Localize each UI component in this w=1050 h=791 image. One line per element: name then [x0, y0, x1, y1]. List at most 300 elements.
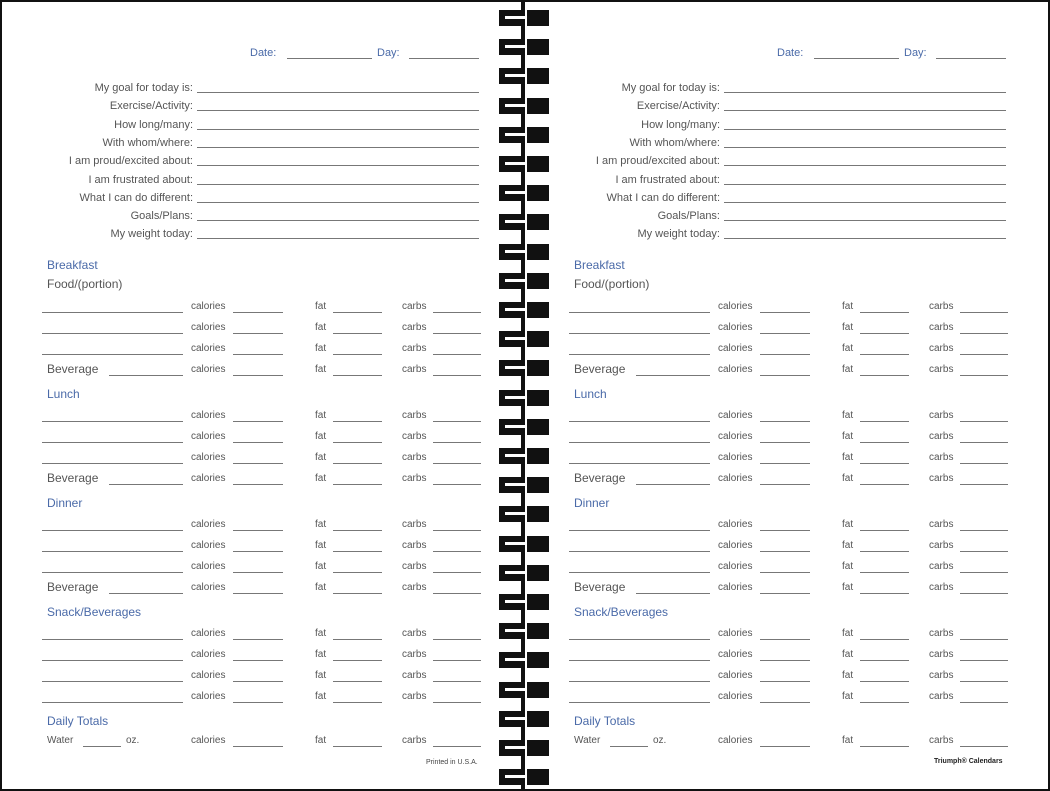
calories-label: calories [718, 473, 753, 484]
carbs-label: carbs [929, 322, 954, 333]
prompt-label: I am proud/excited about: [68, 155, 193, 168]
fat-line[interactable] [333, 551, 382, 552]
food-line[interactable] [42, 639, 183, 640]
prompt-label: My weight today: [637, 228, 720, 241]
calories-line[interactable] [760, 354, 810, 355]
prompt-label: How long/many: [641, 118, 720, 131]
beverage-line[interactable] [109, 375, 183, 376]
day-line[interactable] [409, 58, 479, 59]
calories-label: calories [191, 628, 226, 639]
fat-line[interactable] [860, 639, 909, 640]
carbs-line[interactable] [960, 354, 1008, 355]
prompt-label: My weight today: [110, 228, 193, 241]
prompt-label: I am frustrated about: [615, 173, 720, 186]
beverage-line[interactable] [636, 484, 710, 485]
water-label: Water [574, 735, 601, 746]
fat-label: fat [315, 322, 327, 333]
breakfast-heading: Breakfast [47, 258, 98, 272]
calories-line[interactable] [760, 660, 810, 661]
fat-label: fat [315, 431, 327, 442]
carbs-line[interactable] [433, 639, 481, 640]
date-line[interactable] [287, 58, 372, 59]
calories-label: calories [191, 452, 226, 463]
prompt-label: Goals/Plans: [130, 210, 193, 223]
beverage-line[interactable] [109, 484, 183, 485]
fat-line[interactable] [860, 333, 909, 334]
food-line[interactable] [42, 354, 183, 355]
carbs-label: carbs [402, 322, 427, 333]
calories-label: calories [718, 540, 753, 551]
prompt-line[interactable] [724, 238, 1006, 239]
carbs-line[interactable] [960, 484, 1008, 485]
calories-line[interactable] [233, 572, 283, 573]
calories-label: calories [191, 473, 226, 484]
fat-label: fat [842, 473, 854, 484]
snack-heading: Snack/Beverages [574, 605, 669, 619]
food-line[interactable] [569, 312, 710, 313]
food-line[interactable] [42, 702, 183, 703]
calories-line[interactable] [233, 551, 283, 552]
fat-label: fat [315, 670, 327, 681]
carbs-line[interactable] [433, 702, 481, 703]
fat-line[interactable] [333, 333, 382, 334]
prompt-line[interactable] [724, 110, 1006, 111]
carbs-line[interactable] [960, 660, 1008, 661]
food-line[interactable] [42, 551, 183, 552]
calories-label: calories [718, 410, 753, 421]
calories-line[interactable] [760, 375, 810, 376]
prompt-label: My goal for today is: [94, 82, 193, 94]
fat-line[interactable] [333, 375, 382, 376]
food-line[interactable] [569, 333, 710, 334]
fat-line[interactable] [333, 312, 382, 313]
carbs-label: carbs [929, 343, 954, 354]
prompt-label: Goals/Plans: [657, 210, 720, 223]
beverage-label: Beverage [574, 471, 626, 485]
calories-line[interactable] [233, 463, 283, 464]
food-line[interactable] [569, 421, 710, 422]
fat-line[interactable] [333, 572, 382, 573]
calories-label: calories [718, 322, 753, 333]
food-line[interactable] [569, 681, 710, 682]
fat-label: fat [842, 431, 854, 442]
calories-line[interactable] [233, 375, 283, 376]
carbs-label: carbs [929, 364, 954, 375]
fat-label: fat [315, 452, 327, 463]
carbs-line[interactable] [960, 702, 1008, 703]
fat-label: fat [842, 519, 854, 530]
carbs-label: carbs [929, 452, 954, 463]
fat-label: fat [315, 691, 327, 702]
calories-label: calories [191, 301, 226, 312]
calories-label: calories [191, 670, 226, 681]
calories-line[interactable] [760, 484, 810, 485]
calories-line[interactable] [233, 660, 283, 661]
food-line[interactable] [569, 442, 710, 443]
carbs-total-line[interactable] [960, 746, 1008, 747]
carbs-line[interactable] [433, 681, 481, 682]
fat-line[interactable] [860, 681, 909, 682]
carbs-label: carbs [402, 561, 427, 572]
fat-label: fat [842, 410, 854, 421]
prompt-line[interactable] [724, 220, 1006, 221]
carbs-label: carbs [402, 364, 427, 375]
prompt-label: Exercise/Activity: [109, 100, 193, 113]
fat-label: fat [315, 473, 327, 484]
calories-label: calories [718, 691, 753, 702]
calories-line[interactable] [760, 593, 810, 594]
food-line[interactable] [42, 463, 183, 464]
food-line[interactable] [42, 572, 183, 573]
calories-label: calories [191, 691, 226, 702]
calories-label: calories [718, 628, 753, 639]
fat-label: fat [842, 322, 854, 333]
right-page [527, 0, 1047, 791]
fat-label: fat [315, 519, 327, 530]
calories-line[interactable] [233, 354, 283, 355]
calories-line[interactable] [233, 312, 283, 313]
carbs-line[interactable] [960, 442, 1008, 443]
fat-line[interactable] [860, 702, 909, 703]
food-portion-label: Food/(portion) [574, 277, 650, 291]
fat-line[interactable] [860, 375, 909, 376]
day-label: Day: [377, 47, 400, 59]
snack-heading: Snack/Beverages [47, 605, 142, 619]
dinner-heading: Dinner [47, 496, 83, 510]
prompt-label: My goal for today is: [621, 82, 720, 94]
carbs-line[interactable] [960, 681, 1008, 682]
calories-line[interactable] [233, 421, 283, 422]
fat-label: fat [315, 582, 327, 593]
prompt-line[interactable] [197, 165, 479, 166]
prompt-line[interactable] [724, 92, 1006, 93]
calories-line[interactable] [760, 702, 810, 703]
food-portion-label: Food/(portion) [47, 277, 123, 291]
carbs-line[interactable] [960, 530, 1008, 531]
day-line[interactable] [936, 58, 1006, 59]
fat-label: fat [842, 670, 854, 681]
prompt-line[interactable] [197, 184, 479, 185]
carbs-total-line[interactable] [433, 746, 481, 747]
daily-totals-heading: Daily Totals [47, 714, 109, 728]
calories-label: calories [191, 540, 226, 551]
carbs-label: carbs [402, 540, 427, 551]
food-line[interactable] [569, 463, 710, 464]
prompt-label: With whom/where: [629, 136, 720, 149]
carbs-label: carbs [402, 670, 427, 681]
prompt-label: What I can do different: [606, 191, 720, 204]
fat-line[interactable] [333, 639, 382, 640]
beverage-line[interactable] [636, 375, 710, 376]
carbs-label: carbs [929, 691, 954, 702]
carbs-line[interactable] [433, 375, 481, 376]
prompt-label: How long/many: [114, 118, 193, 131]
fat-line[interactable] [860, 660, 909, 661]
lunch-heading: Lunch [47, 387, 80, 401]
fat-label: fat [842, 452, 854, 463]
food-line[interactable] [42, 681, 183, 682]
fat-line[interactable] [333, 354, 382, 355]
carbs-line[interactable] [433, 354, 481, 355]
fat-line[interactable] [860, 593, 909, 594]
calories-label: calories [191, 410, 226, 421]
carbs-label: carbs [402, 628, 427, 639]
carbs-line[interactable] [960, 463, 1008, 464]
calories-label: calories [718, 670, 753, 681]
calories-line[interactable] [233, 639, 283, 640]
water-label: Water [47, 735, 74, 746]
fat-label: fat [315, 364, 327, 375]
calories-label: calories [191, 322, 226, 333]
fat-label: fat [842, 628, 854, 639]
carbs-line[interactable] [960, 375, 1008, 376]
carbs-label: carbs [402, 343, 427, 354]
calories-line[interactable] [233, 530, 283, 531]
carbs-line[interactable] [960, 593, 1008, 594]
carbs-line[interactable] [433, 333, 481, 334]
calories-label: calories [191, 561, 226, 572]
fat-label: fat [842, 582, 854, 593]
calories-label: calories [191, 735, 226, 746]
calories-label: calories [718, 649, 753, 660]
carbs-line[interactable] [433, 530, 481, 531]
carbs-line[interactable] [960, 333, 1008, 334]
prompt-label: What I can do different: [79, 191, 193, 204]
fat-line[interactable] [860, 463, 909, 464]
carbs-label: carbs [402, 410, 427, 421]
calories-total-line[interactable] [760, 746, 810, 747]
fat-line[interactable] [860, 354, 909, 355]
food-line[interactable] [42, 442, 183, 443]
fat-line[interactable] [333, 463, 382, 464]
calories-line[interactable] [760, 333, 810, 334]
carbs-line[interactable] [960, 551, 1008, 552]
daily-totals-heading: Daily Totals [574, 714, 636, 728]
beverage-label: Beverage [574, 362, 626, 376]
fat-line[interactable] [333, 421, 382, 422]
oz-label: oz. [126, 735, 140, 746]
water-line[interactable] [83, 746, 121, 747]
calories-label: calories [718, 582, 753, 593]
prompt-line[interactable] [197, 147, 479, 148]
fat-label: fat [315, 628, 327, 639]
date-line[interactable] [814, 58, 899, 59]
food-line[interactable] [569, 572, 710, 573]
carbs-label: carbs [929, 519, 954, 530]
calories-line[interactable] [760, 639, 810, 640]
fat-line[interactable] [860, 572, 909, 573]
calories-line[interactable] [760, 421, 810, 422]
calories-label: calories [191, 582, 226, 593]
carbs-line[interactable] [433, 551, 481, 552]
carbs-label: carbs [402, 691, 427, 702]
fat-label: fat [315, 343, 327, 354]
fat-line[interactable] [333, 702, 382, 703]
beverage-line[interactable] [109, 593, 183, 594]
carbs-line[interactable] [960, 639, 1008, 640]
carbs-line[interactable] [433, 660, 481, 661]
carbs-label: carbs [929, 561, 954, 572]
carbs-label: carbs [929, 582, 954, 593]
fat-total-line[interactable] [333, 746, 382, 747]
carbs-label: carbs [929, 473, 954, 484]
carbs-label: carbs [402, 473, 427, 484]
carbs-label: carbs [402, 452, 427, 463]
prompt-line[interactable] [197, 238, 479, 239]
fat-label: fat [842, 301, 854, 312]
carbs-label: carbs [929, 628, 954, 639]
fat-label: fat [842, 364, 854, 375]
fat-label: fat [842, 540, 854, 551]
food-line[interactable] [569, 639, 710, 640]
prompt-line[interactable] [724, 129, 1006, 130]
fat-label: fat [315, 649, 327, 660]
calories-label: calories [191, 649, 226, 660]
calories-line[interactable] [760, 681, 810, 682]
calories-label: calories [718, 364, 753, 375]
carbs-label: carbs [929, 670, 954, 681]
carbs-line[interactable] [433, 312, 481, 313]
calories-label: calories [191, 431, 226, 442]
carbs-label: carbs [929, 649, 954, 660]
calories-total-line[interactable] [233, 746, 283, 747]
food-line[interactable] [42, 421, 183, 422]
beverage-label: Beverage [47, 471, 99, 485]
prompt-label: With whom/where: [102, 136, 193, 149]
calories-label: calories [191, 364, 226, 375]
calories-label: calories [718, 519, 753, 530]
lunch-heading: Lunch [574, 387, 607, 401]
food-line[interactable] [569, 702, 710, 703]
calories-label: calories [718, 301, 753, 312]
prompt-line[interactable] [724, 202, 1006, 203]
food-line[interactable] [569, 354, 710, 355]
fat-label: fat [315, 561, 327, 572]
carbs-line[interactable] [433, 572, 481, 573]
carbs-line[interactable] [433, 593, 481, 594]
fat-line[interactable] [860, 530, 909, 531]
carbs-line[interactable] [960, 421, 1008, 422]
printed-footer: Printed in U.S.A. [426, 759, 478, 766]
food-line[interactable] [569, 530, 710, 531]
fat-label: fat [842, 649, 854, 660]
beverage-label: Beverage [574, 580, 626, 594]
fat-label: fat [315, 301, 327, 312]
food-line[interactable] [42, 333, 183, 334]
left-page [0, 0, 520, 791]
fat-label: fat [842, 735, 854, 746]
calories-line[interactable] [233, 681, 283, 682]
calories-line[interactable] [233, 593, 283, 594]
food-line[interactable] [42, 660, 183, 661]
carbs-label: carbs [402, 649, 427, 660]
fat-label: fat [315, 540, 327, 551]
carbs-label: carbs [402, 431, 427, 442]
calories-line[interactable] [760, 530, 810, 531]
oz-label: oz. [653, 735, 667, 746]
beverage-line[interactable] [636, 593, 710, 594]
prompt-line[interactable] [724, 147, 1006, 148]
calories-line[interactable] [760, 572, 810, 573]
prompt-line[interactable] [724, 184, 1006, 185]
fat-label: fat [842, 691, 854, 702]
food-line[interactable] [569, 551, 710, 552]
fat-total-line[interactable] [860, 746, 909, 747]
food-line[interactable] [42, 530, 183, 531]
fat-label: fat [315, 735, 327, 746]
prompt-line[interactable] [197, 92, 479, 93]
carbs-label: carbs [929, 431, 954, 442]
calories-line[interactable] [760, 442, 810, 443]
carbs-label: carbs [929, 301, 954, 312]
carbs-label: carbs [929, 540, 954, 551]
food-line[interactable] [569, 660, 710, 661]
prompt-line[interactable] [197, 220, 479, 221]
carbs-line[interactable] [433, 442, 481, 443]
fat-line[interactable] [860, 421, 909, 422]
fat-label: fat [315, 410, 327, 421]
date-label: Date: [777, 47, 804, 59]
fat-line[interactable] [860, 484, 909, 485]
calories-line[interactable] [233, 484, 283, 485]
calories-line[interactable] [233, 702, 283, 703]
dinner-heading: Dinner [574, 496, 610, 510]
carbs-label: carbs [402, 519, 427, 530]
day-label: Day: [904, 47, 927, 59]
fat-line[interactable] [333, 593, 382, 594]
fat-line[interactable] [860, 551, 909, 552]
date-label: Date: [250, 47, 277, 59]
prompt-line[interactable] [197, 129, 479, 130]
food-line[interactable] [42, 312, 183, 313]
carbs-line[interactable] [960, 572, 1008, 573]
calories-label: calories [191, 519, 226, 530]
fat-line[interactable] [860, 442, 909, 443]
prompt-line[interactable] [724, 165, 1006, 166]
fat-line[interactable] [860, 312, 909, 313]
beverage-label: Beverage [47, 580, 99, 594]
prompt-line[interactable] [197, 110, 479, 111]
calories-label: calories [718, 431, 753, 442]
calories-line[interactable] [233, 442, 283, 443]
carbs-label: carbs [929, 735, 954, 746]
carbs-label: carbs [929, 410, 954, 421]
fat-line[interactable] [333, 484, 382, 485]
calories-label: calories [718, 735, 753, 746]
fat-line[interactable] [333, 681, 382, 682]
fat-line[interactable] [333, 442, 382, 443]
fat-line[interactable] [333, 530, 382, 531]
brand-footer: Triumph® Calendars [934, 758, 1003, 765]
water-line[interactable] [610, 746, 648, 747]
calories-line[interactable] [760, 551, 810, 552]
calories-label: calories [718, 452, 753, 463]
carbs-line[interactable] [433, 484, 481, 485]
fat-line[interactable] [333, 660, 382, 661]
carbs-line[interactable] [960, 312, 1008, 313]
fat-label: fat [842, 561, 854, 572]
prompt-line[interactable] [197, 202, 479, 203]
calories-line[interactable] [760, 312, 810, 313]
calories-line[interactable] [233, 333, 283, 334]
prompt-label: Exercise/Activity: [636, 100, 720, 113]
calories-line[interactable] [760, 463, 810, 464]
calories-label: calories [718, 561, 753, 572]
carbs-line[interactable] [433, 463, 481, 464]
carbs-line[interactable] [433, 421, 481, 422]
calories-label: calories [191, 343, 226, 354]
calories-label: calories [718, 343, 753, 354]
